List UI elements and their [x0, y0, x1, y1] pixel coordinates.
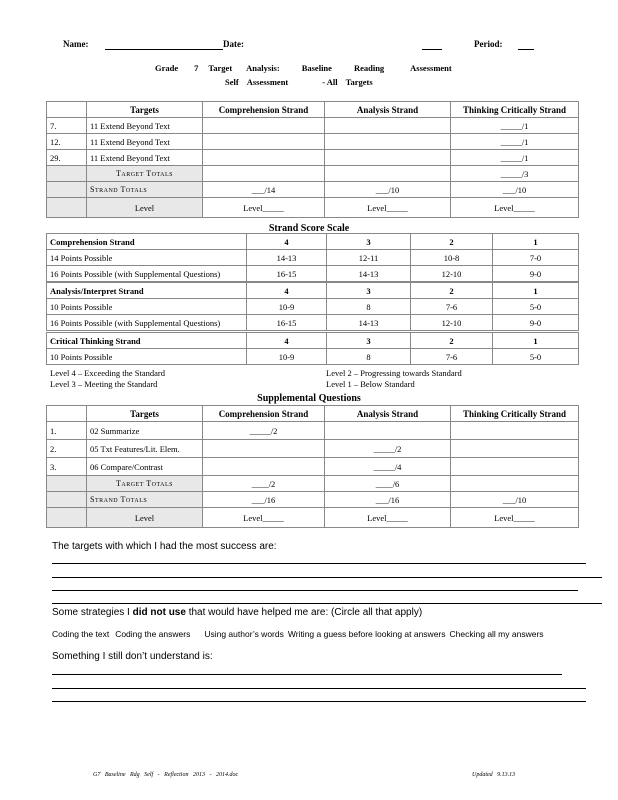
comp-score[interactable]: [203, 118, 325, 134]
think-strand-total[interactable]: ___/10: [451, 182, 579, 198]
level-row: Level Level_____ Level_____ Level_____: [47, 508, 579, 528]
legend-level-2: Level 2 – Progressing towards Standard: [326, 368, 462, 378]
reflection-q1: The targets with which I had the most success are:: [52, 541, 277, 552]
target-totals-label: Target Totals: [87, 166, 203, 182]
level-label: Level: [87, 198, 203, 218]
legend-level-3: Level 3 – Meeting the Standard: [50, 379, 158, 389]
reflection-q3: Something I still don’t understand is:: [52, 651, 213, 662]
anal-score[interactable]: [325, 118, 451, 134]
comp-strand-total[interactable]: ___/14: [203, 182, 325, 198]
anal-strand-total[interactable]: ___/10: [325, 182, 451, 198]
anal-score[interactable]: _____/2: [325, 440, 451, 458]
anal-score[interactable]: [325, 150, 451, 166]
think-level[interactable]: Level_____: [451, 198, 579, 218]
answer-line[interactable]: [52, 674, 562, 675]
think-total[interactable]: _____/3: [451, 166, 579, 182]
table-row: 10 Points Possible 10-9 8 7-6 5-0: [47, 299, 579, 315]
target-name: 11 Extend Beyond Text: [87, 118, 203, 134]
strategy-options: [52, 629, 544, 639]
think-score[interactable]: [451, 458, 579, 476]
score-scale-title: Strand Score Scale: [268, 223, 350, 234]
table-row: 16 Points Possible (with Supplemental Questions) 16-15 14-13 12-10 9-0: [47, 315, 579, 331]
title-line-2: Self Assessment - All Targets: [225, 77, 373, 87]
target-table: [46, 101, 579, 218]
level-row: [47, 198, 579, 218]
scale-header: Comprehension Strand 4 3 2 1: [47, 234, 579, 250]
target-name: 11 Extend Beyond Text: [87, 150, 203, 166]
supplemental-header: Targets Comprehension Strand Analysis Strand Thinking Critically Strand: [47, 406, 579, 422]
period-label: Period:: [474, 39, 503, 49]
col-comprehension: Comprehension Strand: [203, 102, 325, 118]
comp-level[interactable]: Level_____: [203, 198, 325, 218]
table-row: [47, 118, 579, 134]
footer-updated: Updated 9.13.13: [472, 772, 516, 778]
comp-score[interactable]: [203, 134, 325, 150]
scale-header: Analysis/Interpret Strand 4 3 2 1: [47, 283, 579, 299]
scale-header: Critical Thinking Strand 4 3 2 1: [47, 333, 579, 349]
strand-totals-label: Strand Totals: [87, 182, 203, 198]
think-score[interactable]: [451, 440, 579, 458]
comp-score[interactable]: [203, 458, 325, 476]
strand-totals-row: [47, 182, 579, 198]
target-name: 11 Extend Beyond Text: [87, 134, 203, 150]
anal-score[interactable]: [325, 134, 451, 150]
table-row: 16 Points Possible (with Supplemental Questions) 16-15 14-13 12-10 9-0: [47, 266, 579, 282]
legend-level-1: Level 1 – Below Standard: [326, 379, 415, 389]
col-targets: Targets: [87, 102, 203, 118]
date-field-line[interactable]: [422, 49, 442, 50]
answer-line[interactable]: [52, 688, 586, 689]
table-row: 10 Points Possible 10-9 8 7-6 5-0: [47, 349, 579, 365]
comp-score[interactable]: [203, 440, 325, 458]
supplemental-title: Supplemental Questions: [257, 393, 361, 404]
think-score[interactable]: [451, 422, 579, 440]
strategy-option[interactable]: Coding the text: [52, 629, 110, 639]
target-totals-row: [47, 166, 579, 182]
table-row: 3. 06 Compare/Contrast _____/4: [47, 458, 579, 476]
col-thinking: Thinking Critically Strand: [451, 102, 579, 118]
table-row: [47, 134, 579, 150]
answer-line[interactable]: [52, 563, 586, 564]
period-field-line[interactable]: [518, 49, 534, 50]
table-row: [47, 150, 579, 166]
score-scale-analysis: [46, 282, 579, 331]
answer-line[interactable]: [52, 590, 578, 591]
legend-level-4: Level 4 – Exceeding the Standard: [50, 368, 165, 378]
col-analysis: Analysis Strand: [325, 102, 451, 118]
anal-score[interactable]: _____/4: [325, 458, 451, 476]
name-label: Name:: [63, 39, 89, 49]
strategy-option[interactable]: Checking all my answers: [449, 629, 544, 639]
supplemental-table: [46, 405, 579, 528]
answer-line[interactable]: [52, 577, 602, 578]
comp-score[interactable]: [203, 150, 325, 166]
anal-total[interactable]: [325, 166, 451, 182]
table-row: 14 Points Possible 14-13 12-11 10-8 7-0: [47, 250, 579, 266]
target-totals-row: Target Totals ____/2 ____/6: [47, 476, 579, 492]
score-scale-comprehension: [46, 233, 579, 282]
comp-total[interactable]: [203, 166, 325, 182]
strategy-option[interactable]: Writing a guess before looking at answers: [287, 629, 446, 639]
table-row: 1. 02 Summarize _____/2: [47, 422, 579, 440]
anal-level[interactable]: Level_____: [325, 198, 451, 218]
think-score[interactable]: _____/1: [451, 150, 579, 166]
strategy-option[interactable]: Coding the answers: [115, 629, 191, 639]
date-label: Date:: [223, 39, 244, 49]
comp-score[interactable]: _____/2: [203, 422, 325, 440]
answer-line[interactable]: [52, 603, 602, 604]
strand-totals-row: Strand Totals ___/16 ___/16 ___/10: [47, 492, 579, 508]
title-line-1: Grade 7 Target Analysis: Baseline Reading Assessment: [155, 63, 452, 73]
think-score[interactable]: _____/1: [451, 118, 579, 134]
think-score[interactable]: _____/1: [451, 134, 579, 150]
row-number: 7.: [47, 118, 87, 134]
reflection-q2: Some strategies I did not use that would have helped me are: (Circle all that apply): [52, 607, 423, 618]
row-number: 12.: [47, 134, 87, 150]
anal-score[interactable]: [325, 422, 451, 440]
score-scale-critical-thinking: [46, 332, 579, 365]
strategy-option[interactable]: Using author’s words: [204, 629, 284, 639]
footer-filename: G7 Baseline Rdg Self - Reflection 2013 - 2014.doc: [93, 772, 239, 778]
table-row: 2. 05 Txt Features/Lit. Elem. _____/2: [47, 440, 579, 458]
name-field-line[interactable]: [105, 49, 223, 50]
target-table-header: [47, 102, 579, 118]
answer-line[interactable]: [52, 701, 586, 702]
row-number: 29.: [47, 150, 87, 166]
